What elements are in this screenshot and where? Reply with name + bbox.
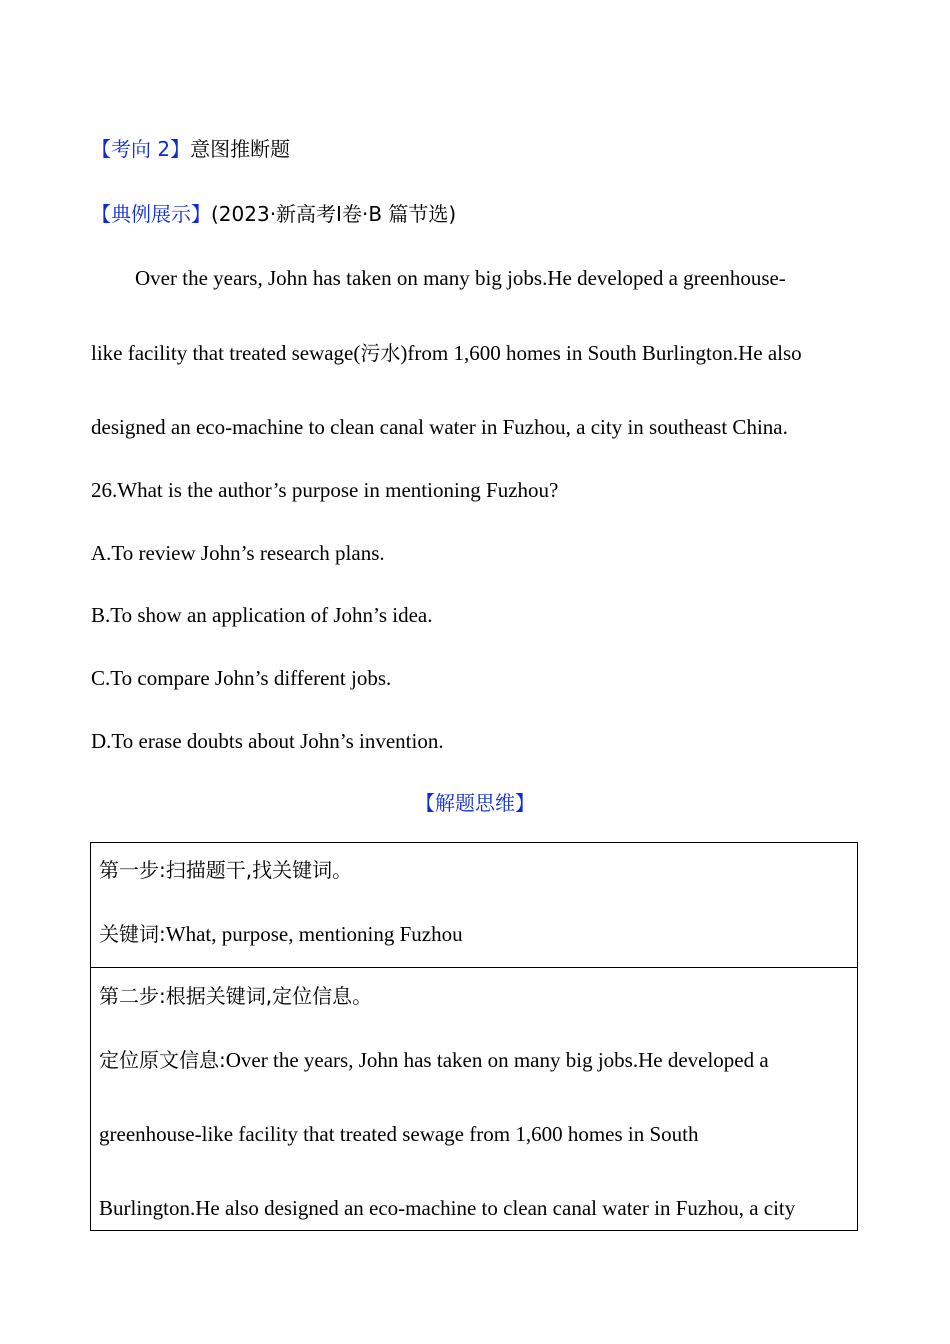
table-divider: [91, 967, 857, 968]
example-heading: [91, 200, 456, 228]
section-tag: 【考向 2】: [91, 137, 191, 161]
passage-line-2-b: )from 1,600 homes in South Burlington.He also: [400, 341, 802, 365]
step1-keywords: [99, 920, 463, 948]
keywords-label: 关键词:: [99, 922, 166, 946]
keywords-value: What, purpose, mentioning Fuzhou: [165, 922, 463, 946]
solution-table: [90, 842, 858, 1231]
step2-locate-line-2: greenhouse-like facility that treated sewage from 1,600 homes in South: [99, 1122, 699, 1146]
step1-title: 第一步:扫描题干,找关键词。: [99, 858, 353, 882]
step2-locate-line-3: Burlington.He also designed an eco-machine to clean canal water in Fuzhou, a city: [99, 1196, 796, 1220]
example-source: (2023·新高考Ⅰ卷·B 篇节选): [211, 202, 457, 226]
locate-label: 定位原文信息:: [99, 1048, 226, 1072]
question-stem: 26.What is the author’s purpose in mentioning Fuzhou?: [91, 478, 559, 502]
thinking-heading: 【解题思维】: [415, 791, 535, 815]
section-title: 意图推断题: [190, 137, 291, 161]
option-a: A.To review John’s research plans.: [91, 541, 385, 565]
example-tag: 【典例展示】: [91, 202, 211, 226]
option-d: D.To erase doubts about John’s invention.: [91, 729, 444, 753]
locate-text-1: Over the years, John has taken on many big jobs.He developed a: [225, 1048, 769, 1072]
step2-locate-line-1: [99, 1046, 769, 1074]
passage-line-2-a: like facility that treated sewage(: [91, 341, 361, 365]
passage-line-1: Over the years, John has taken on many big jobs.He developed a greenhouse-: [135, 266, 786, 290]
option-b: B.To show an application of John’s idea.: [91, 603, 433, 627]
option-c: C.To compare John’s different jobs.: [91, 666, 392, 690]
passage-line-3: designed an eco-machine to clean canal water in Fuzhou, a city in southeast China.: [91, 415, 788, 439]
passage-gloss: 污水: [360, 341, 401, 365]
section-heading: [91, 135, 290, 163]
step2-title: 第二步:根据关键词,定位信息。: [99, 984, 373, 1008]
passage-line-2: [91, 339, 802, 367]
